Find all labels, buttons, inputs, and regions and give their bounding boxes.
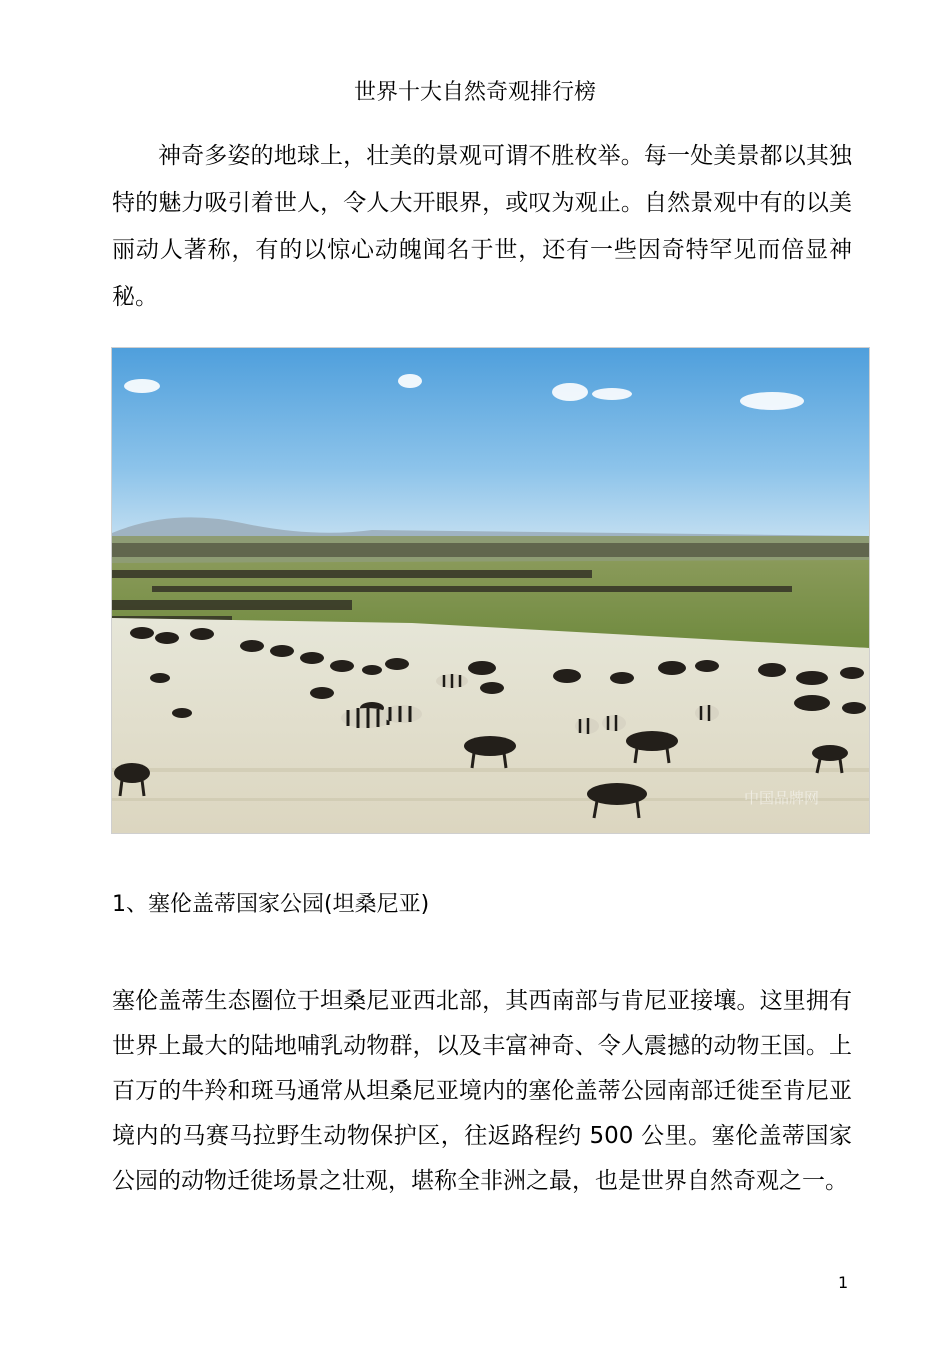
photo-watermark: 中国品牌网 xyxy=(744,790,820,807)
intro-paragraph: 神奇多姿的地球上，壮美的景观可谓不胜枚举。每一处美景都以其独特的魅力吸引着世人，令人大开眼界，或叹为观止。自然景观中有的以美丽动人著称，有的以惊心动魄闻名于世，还有一些因奇特罕见而倍显神秘。 xyxy=(112,143,852,310)
serengeti-photo xyxy=(111,347,870,834)
section-heading: 1、塞伦盖蒂国家公园(坦桑尼亚) xyxy=(112,892,430,917)
page-title: 世界十大自然奇观排行榜 xyxy=(353,80,596,105)
page-number: 1 xyxy=(838,1273,849,1292)
section-body: 塞伦盖蒂生态圈位于坦桑尼亚西北部，其西南部与肯尼亚接壤。这里拥有世界上最大的陆地哺乳动物群，以及丰富神奇、令人震撼的动物王国。上百万的牛羚和斑马通常从坦桑尼亚境内的塞伦盖蒂公园南部迁徙至肯尼亚境内的马赛马拉野生动物保护区，往返路程约 500 公里。塞伦盖蒂国家公园的动物迁徙场景之壮观，堪称全非洲之最，也是世界自然奇观之一。 xyxy=(112,988,852,1194)
